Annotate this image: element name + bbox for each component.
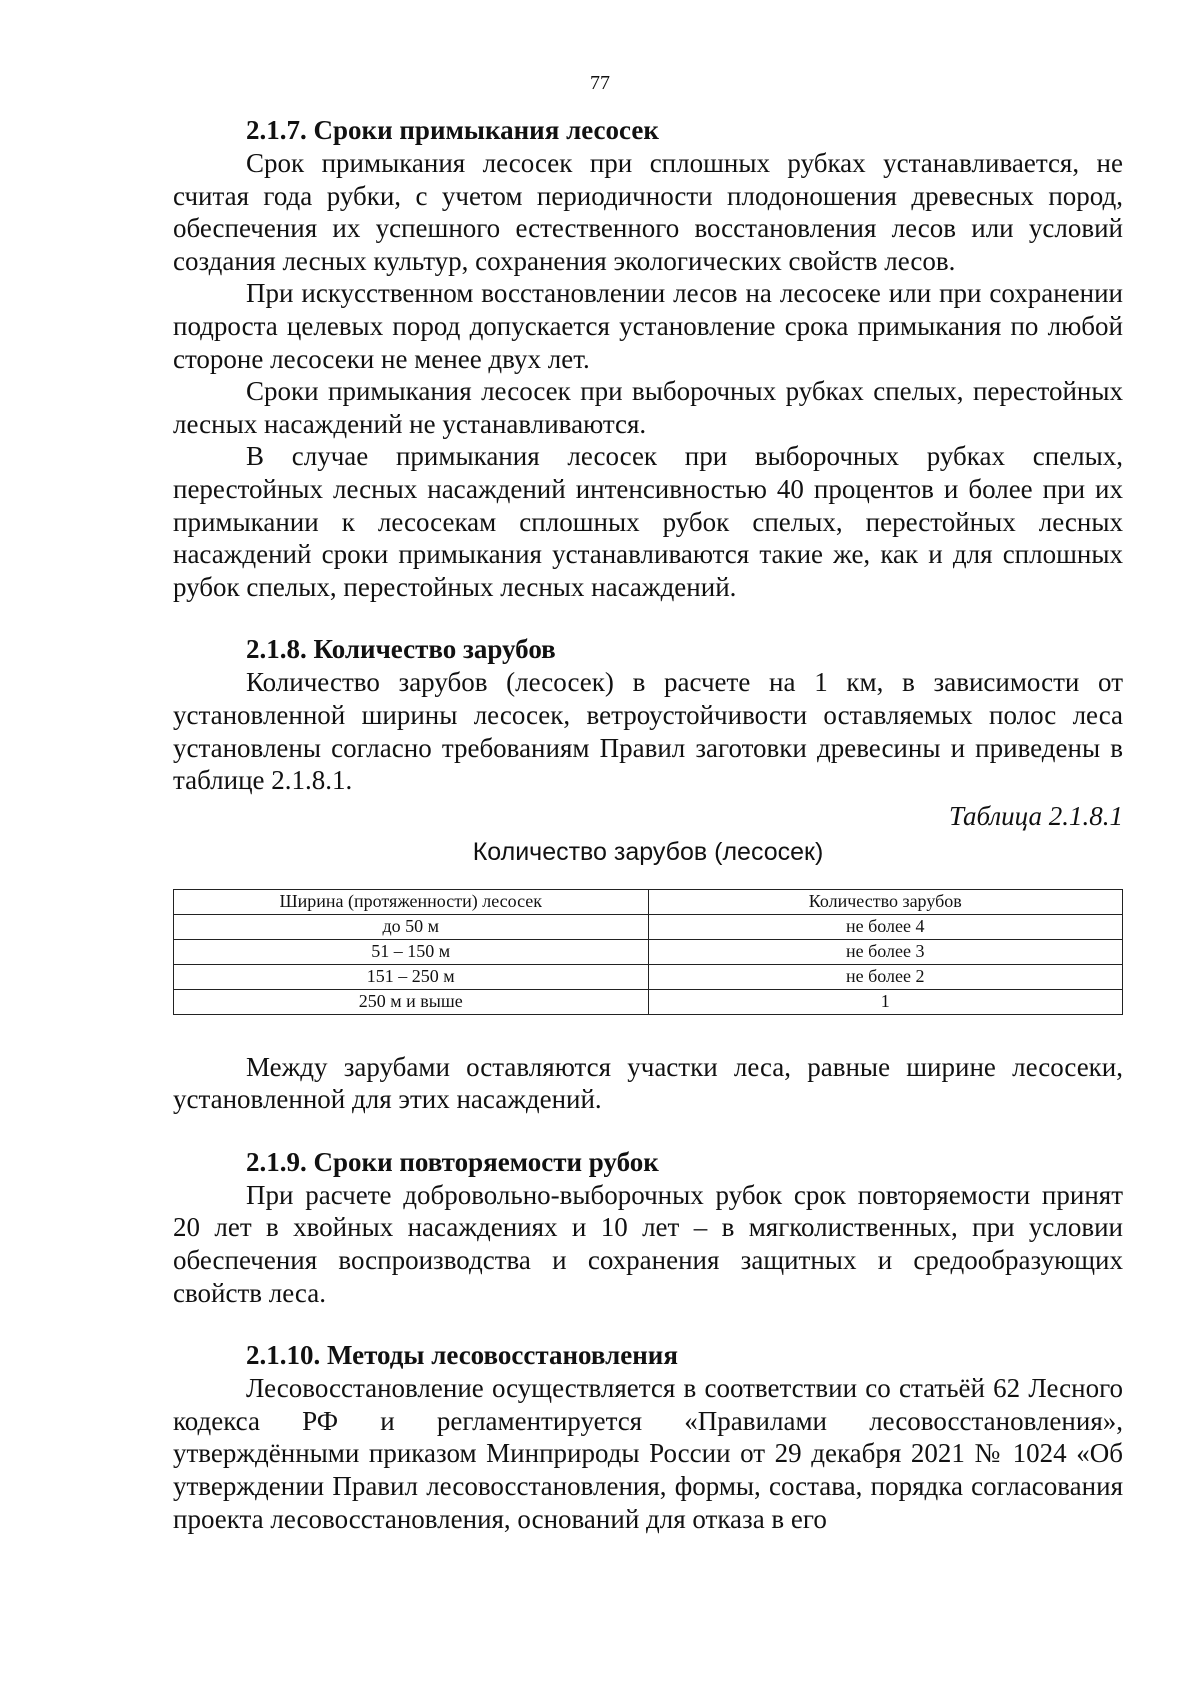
section-gap: [173, 1309, 1123, 1339]
paragraph: В случае примыкания лесосек при выборочных рубках спелых, перестойных лесных насаждений интенсивностью 40 процентов и более при их примыкании к лесосекам сплошных рубок спелых, перестойных лесных насаждений сроки примыкания устанавливаются такие же, как и для сплошных рубок спелых, перестойных лесных насаждений.: [173, 441, 1123, 602]
section-heading-2-1-7: 2.1.7. Сроки примыкания лесосек: [246, 115, 659, 145]
table-cell: 151 – 250 м: [174, 964, 649, 989]
section-heading-2-1-10: 2.1.10. Методы лесовосстановления: [246, 1340, 678, 1371]
table-cell: до 50 м: [174, 914, 649, 939]
page-content: [173, 114, 1123, 1535]
section-heading-2-1-9: 2.1.9. Сроки повторяемости рубок: [246, 1146, 659, 1177]
section-heading-2-1-8: 2.1.8. Количество зарубов: [246, 634, 556, 665]
table-header-cell: Ширина (протяженности) лесосек: [174, 889, 649, 914]
cuttings-table: [173, 889, 1123, 1015]
paragraph: Срок примыкания лесосек при сплошных рубках устанавливается, не считая года рубки, с учетом периодичности плодоношения древесных пород, обеспечения их успешного естественного восстановления лесов или условий создания лесных культур, сохранения экологических свойств лесов.: [173, 148, 1123, 276]
table-header-cell: Количество зарубов: [648, 889, 1123, 914]
paragraph-after-table: Между зарубами оставляются участки леса, равные ширине лесосеки, установленной для этих насаждений.: [173, 1051, 1123, 1115]
table-header-row: [174, 889, 1123, 914]
table-cell: не более 4: [648, 914, 1123, 939]
table-cell: не более 3: [648, 939, 1123, 964]
table-row: [174, 939, 1123, 964]
table-row: [174, 914, 1123, 939]
table-label: Таблица 2.1.8.1: [948, 800, 1123, 831]
section-gap: [173, 603, 1123, 633]
paragraph: Сроки примыкания лесосек при выборочных рубках спелых, перестойных лесных насаждений не устанавливаются.: [173, 376, 1123, 439]
table-row: [174, 964, 1123, 989]
table-cell: 1: [648, 989, 1123, 1014]
paragraph: При расчете добровольно-выборочных рубок срок повторяемости принят 20 лет в хвойных насаждениях и 10 лет – в мягколиственных, при условии обеспечения воспроизводства и сохранения защитных и средообразующих свойств леса.: [173, 1179, 1123, 1308]
paragraph: При искусственном восстановлении лесов на лесосеке или при сохранении подроста целевых пород допускается установление срока примыкания по любой стороне лесосеки не менее двух лет.: [173, 278, 1123, 374]
paragraph: Количество зарубов (лесосек) в расчете на 1 км, в зависимости от установленной ширины лесосек, ветроустойчивости оставляемых полос леса установлены согласно требованиям Правил заготовки древесины и приведены в таблице 2.1.8.1.: [173, 667, 1123, 796]
table-title: Количество зарубов (лесосек): [472, 837, 824, 866]
table-cell: 51 – 150 м: [174, 939, 649, 964]
paragraph: Лесовосстановление осуществляется в соответствии со статьёй 62 Лесного кодекса РФ и регламентируется «Правилами лесовосстановления», утверждёнными приказом Минприроды России от 29 декабря 2021 № 1024 «Об утверждении Правил лесовосстановления, формы, состава, порядка согласования проекта лесовосстановления, оснований для отказа в его: [173, 1373, 1123, 1534]
table-cell: не более 2: [648, 964, 1123, 989]
page-number: 77: [590, 72, 610, 94]
section-gap: [173, 1116, 1123, 1146]
table-cell: 250 м и выше: [174, 989, 649, 1014]
table-row: [174, 989, 1123, 1014]
